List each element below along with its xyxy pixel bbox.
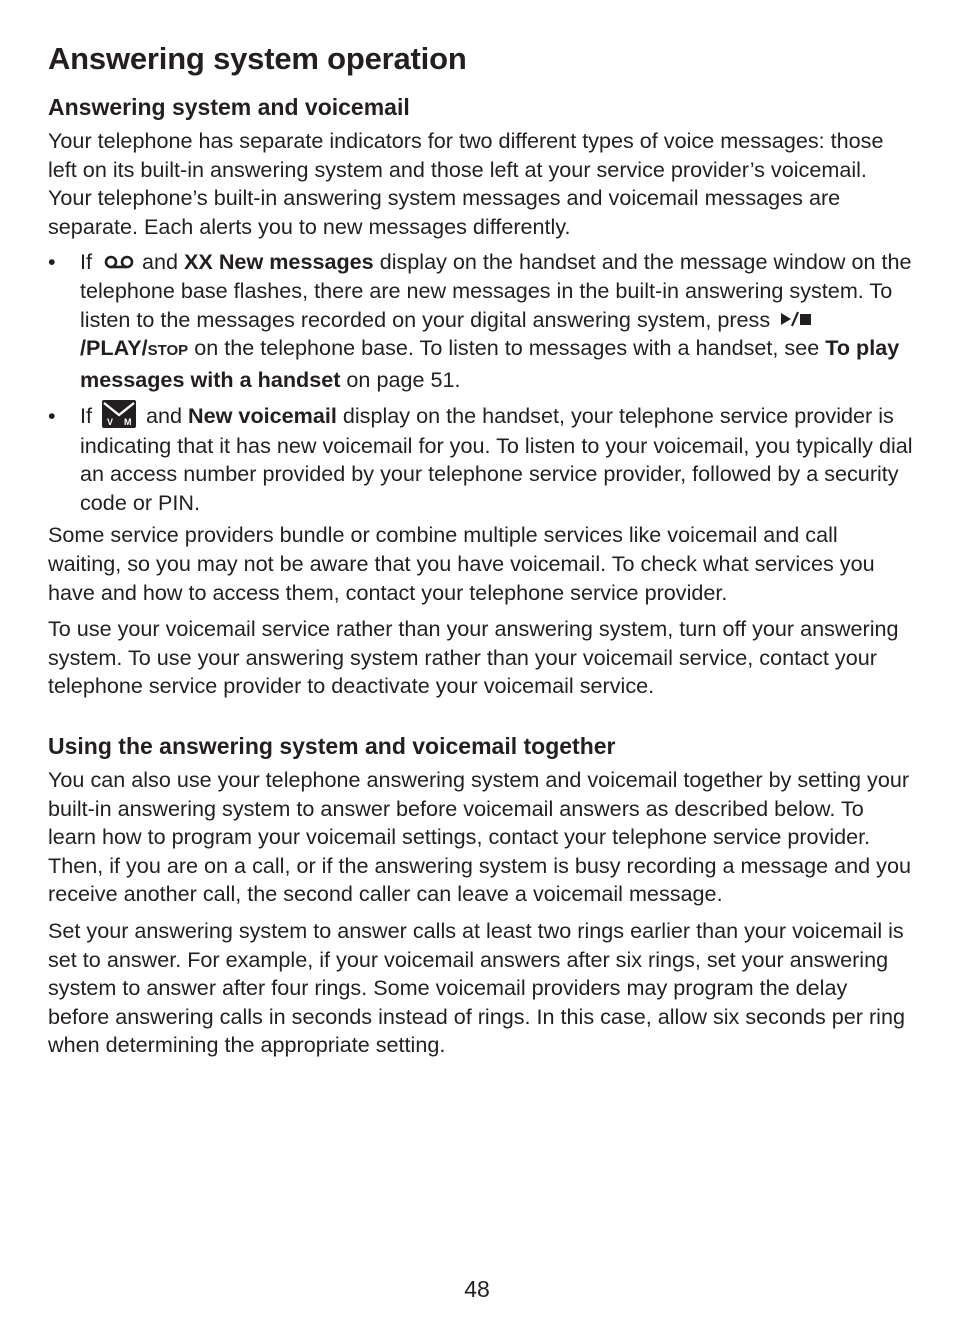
- and-word: and: [142, 249, 179, 275]
- ring-setting-paragraph: Set your answering system to answer calls at least two rings earlier than your voicemail is set to answer. For example, if your voicemail answers after six rings, set your answering system to answer after four rings. Some voicemail providers may program the delay before answering calls in seconds instead of rings. In this case, allow six seconds per ring when determining the appropriate setting.: [48, 917, 905, 1058]
- section-heading-answering-voicemail: Answering system and voicemail: [48, 94, 410, 120]
- display-text-new-messages: XX New messages: [184, 249, 374, 275]
- indicator-list: [48, 248, 914, 517]
- key-play-label: /PLAY/: [80, 335, 148, 361]
- answering-machine-icon: [104, 255, 134, 269]
- and-word: and: [146, 403, 183, 429]
- svg-text:V: V: [107, 416, 114, 427]
- section-heading-using-together: Using the answering system and voicemail together: [48, 732, 616, 759]
- bullet1-text-part2: on the telephone base. To listen to messages with a handset, see: [194, 335, 820, 361]
- if-word: If: [80, 249, 92, 275]
- bullet2-text: display on the handset, your telephone service provider is indicating that it has new voicemail for you. To listen to your voicemail, you typically dial an access number provided by your telephone service provider, followed by a security code or PIN.: [80, 403, 913, 515]
- svg-text:M: M: [124, 416, 132, 427]
- bullet: •: [48, 249, 56, 275]
- voicemail-choice-paragraph: To use your voicemail service rather than your answering system, turn off your answering system. To use your answering system rather than your voicemail service, contact your telephone service provider to deactivate your voicemail service.: [48, 616, 899, 699]
- page-number: 48: [464, 1276, 490, 1302]
- bullet: •: [48, 403, 56, 429]
- service-bundle-paragraph: Some service providers bundle or combine multiple services like voicemail and call waiting, so you may not be aware that you have voicemail. To check what services you have and how to access them, contact your telephone service provider.: [48, 522, 875, 605]
- intro-paragraph: Your telephone has separate indicators for two different types of voice messages: those left on its built-in answering system and those left at your service provider’s voicemail. Your telephone’s built-in answering system messages and voicemail messages are separate. Each alerts you to new messages differently.: [48, 128, 884, 239]
- key-stop-label: STOP: [147, 342, 189, 360]
- display-text-new-voicemail: New voicemail: [188, 403, 337, 429]
- if-word: If: [80, 403, 92, 429]
- voicemail-envelope-icon: [102, 400, 136, 428]
- bullet1-text-part3: on page 51.: [346, 366, 461, 392]
- cross-reference-link: To play messages with a handset: [80, 335, 900, 392]
- page-title: Answering system operation: [48, 41, 467, 76]
- list-item-answering-system: [48, 248, 914, 394]
- bullet1-text-part1: display on the handset and the message window on the telephone base flashes, there are new messages in the built-in answering system. To listen to the messages recorded on your digital answering system, press: [80, 249, 912, 332]
- using-together-paragraph: You can also use your telephone answering system and voicemail together by setting your built-in answering system to answer before voicemail answers as described below. To learn how to program your voicemail settings, contact your telephone service provider. Then, if you are on a call, or if the answering system is busy recording a message and you receive another call, the second caller can leave a voicemail message.: [48, 766, 911, 907]
- play-stop-icon: [780, 311, 816, 327]
- list-item-voicemail: [48, 402, 914, 517]
- page-content: [48, 40, 914, 1060]
